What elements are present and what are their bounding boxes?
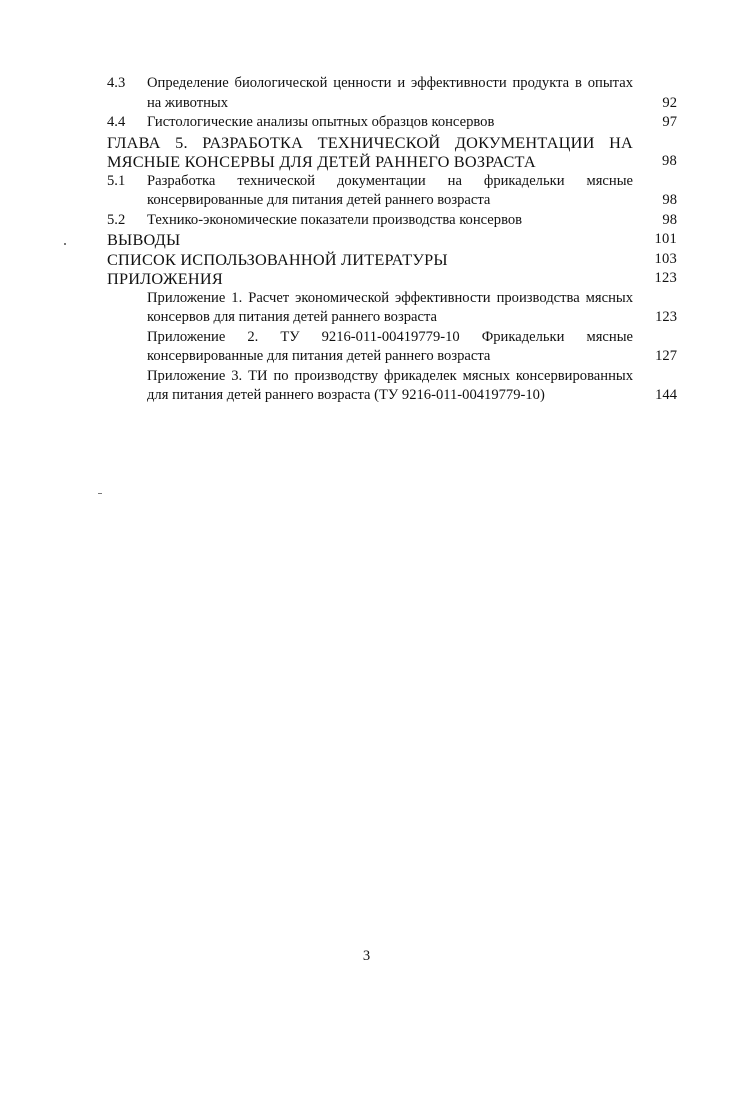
table-of-contents xyxy=(107,74,677,406)
entry-page-number: 144 xyxy=(655,387,677,403)
chapter-title: ВЫВОДЫ xyxy=(107,230,181,249)
section-number: 4.3 xyxy=(107,75,126,91)
entry-page-number: 101 xyxy=(654,231,677,247)
toc-entry-4-3 xyxy=(107,74,677,113)
chapter-title: ПРИЛОЖЕНИЯ xyxy=(107,269,223,288)
section-number: 5.1 xyxy=(107,172,126,189)
entry-page-number: 123 xyxy=(654,270,677,286)
toc-entry-5-1 xyxy=(107,172,677,211)
section-number: 4.4 xyxy=(107,114,126,130)
scan-speck xyxy=(64,243,66,245)
appendix-title: Приложение 2. ТУ 9216-011-00419779-10 Фрикадельки мясные консервированные для питания детей раннего возраста xyxy=(147,328,633,364)
appendix-title: Приложение 1. Расчет экономической эффективности производства мясных консервов для питания детей раннего возраста xyxy=(147,289,633,325)
chapter-title: СПИСОК ИСПОЛЬЗОВАННОЙ ЛИТЕРАТУРЫ xyxy=(107,249,448,269)
toc-entry-appendix-2 xyxy=(107,328,677,367)
entry-title: Определение биологической ценности и эффективности продукта в опытах на животных xyxy=(147,75,633,111)
toc-entry-references xyxy=(107,250,677,270)
entry-page-number: 98 xyxy=(662,192,677,208)
entry-page-number: 92 xyxy=(662,94,677,111)
chapter-title: ГЛАВА 5. РАЗРАБОТКА ТЕХНИЧЕСКОЙ ДОКУМЕНТАЦИИ НА МЯСНЫЕ КОНСЕРВЫ ДЛЯ ДЕТЕЙ РАННЕГО ВОЗРАСТА xyxy=(107,132,633,171)
toc-entry-5-2 xyxy=(107,211,677,231)
appendix-title: Приложение 3. ТИ по производству фрикаделек мясных консервированных для питания детей раннего возраста (ТУ 9216-011-00419779-10) xyxy=(147,367,633,403)
entry-page-number: 98 xyxy=(662,211,677,228)
entry-page-number: 97 xyxy=(662,114,677,130)
toc-entry-appendix-1 xyxy=(107,289,677,328)
toc-entry-chapter-5 xyxy=(107,133,677,172)
scan-speck xyxy=(98,493,102,494)
entry-title: Гистологические анализы опытных образцов консервов xyxy=(147,114,495,130)
entry-page-number: 123 xyxy=(655,309,677,325)
entry-page-number: 98 xyxy=(662,153,677,169)
toc-entry-conclusions xyxy=(107,230,677,250)
toc-entry-appendices xyxy=(107,269,677,289)
entry-page-number: 127 xyxy=(655,348,677,364)
page-number: 3 xyxy=(362,948,371,964)
entry-title: Технико-экономические показатели производства консервов xyxy=(147,211,523,228)
entry-title: Разработка технической документации на фрикадельки мясные консервированные для питания детей раннего возраста xyxy=(147,172,633,208)
toc-entry-4-4 xyxy=(107,113,677,133)
entry-page-number: 103 xyxy=(654,250,677,267)
section-number: 5.2 xyxy=(107,211,126,228)
toc-entry-appendix-3 xyxy=(107,367,677,406)
